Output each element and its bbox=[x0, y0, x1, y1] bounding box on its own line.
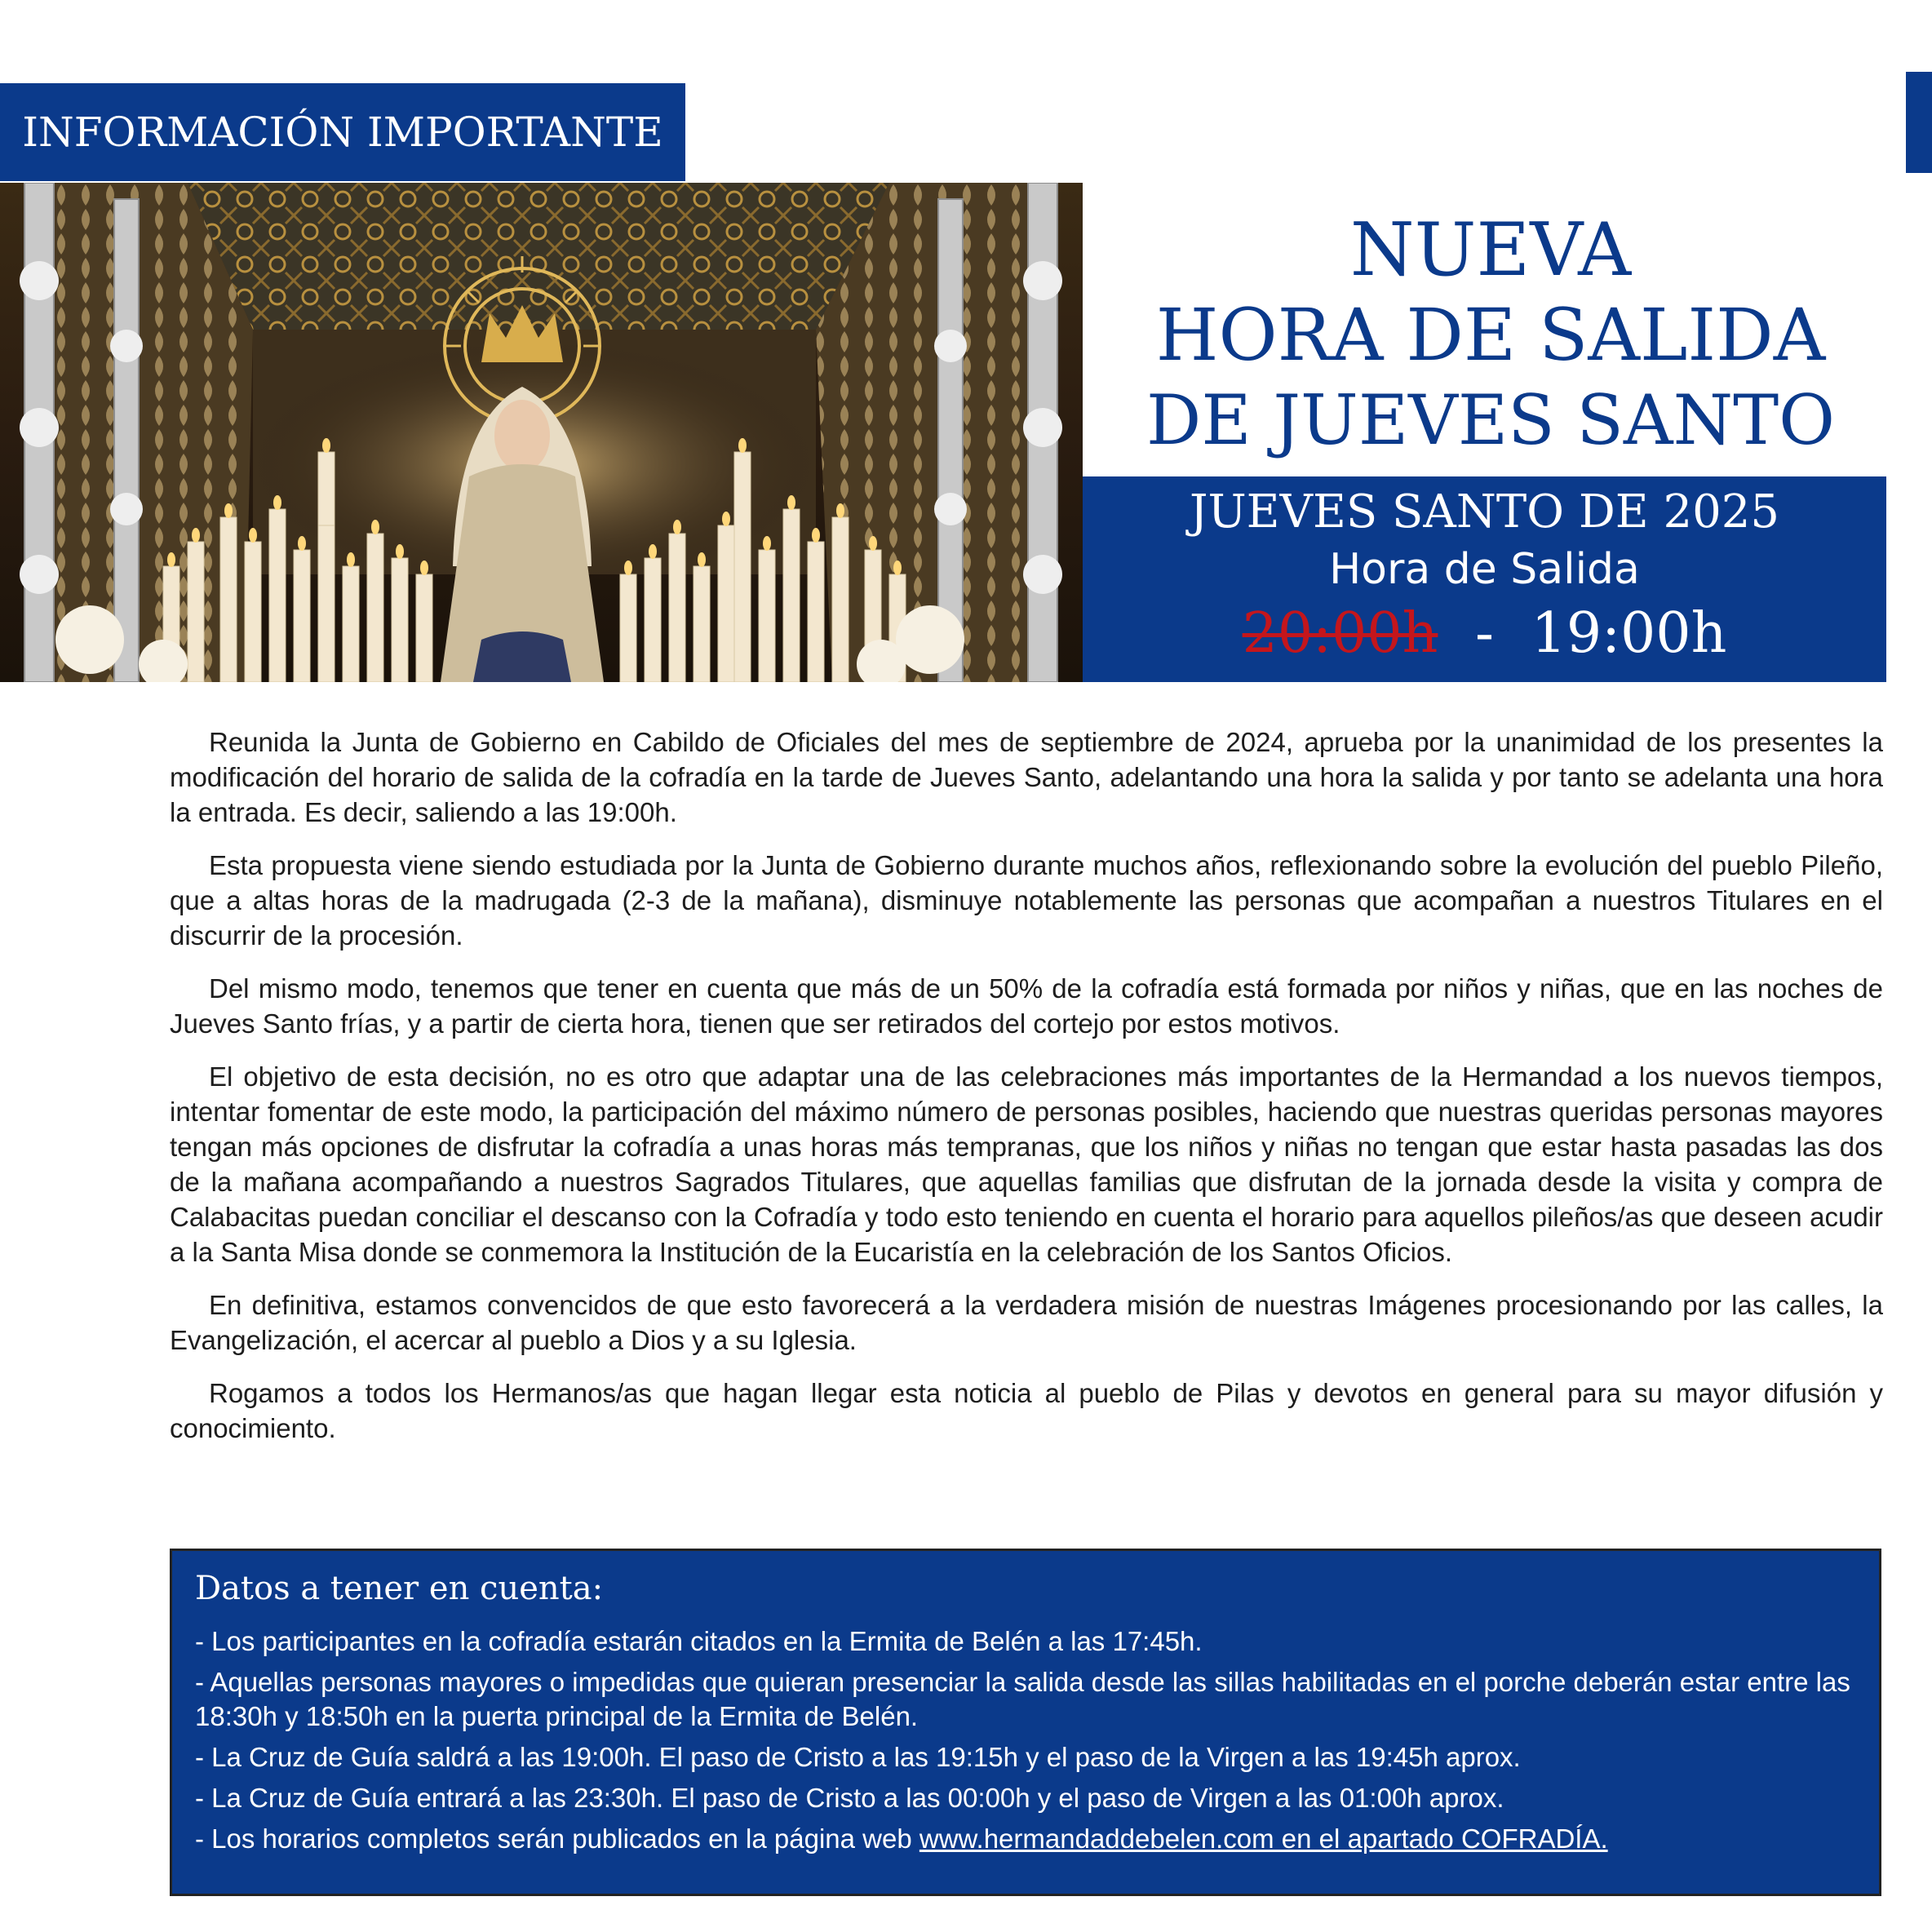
article-body bbox=[170, 724, 1883, 1464]
key-facts-box bbox=[170, 1549, 1881, 1896]
list-item-text: - Los horarios completos serán publicados en la página web bbox=[195, 1823, 919, 1854]
headline bbox=[1083, 208, 1899, 463]
list-item: - La Cruz de Guía saldrá a las 19:00h. El paso de Cristo a las 19:15h y el paso de la Virgen a las 19:45h aprox. bbox=[195, 1742, 1521, 1772]
old-departure-time: 20:00h bbox=[1242, 601, 1438, 666]
key-facts-list bbox=[195, 1624, 1854, 1856]
paragraph: En definitiva, estamos convencidos de que esto favorecerá a la verdadera misión de nuestras Imágenes procesionando por las calles, la Evangelización, el acercar al pueblo a Dios y a su Iglesia. bbox=[170, 1290, 1883, 1355]
list-item: - Los participantes en la cofradía estarán citados en la Ermita de Belén a las 17:45h. bbox=[195, 1626, 1203, 1656]
section-tab-label: INFORMACIÓN IMPORTANTE bbox=[0, 83, 685, 181]
photo-illustration bbox=[0, 183, 1083, 682]
new-departure-time: 19:00h bbox=[1531, 601, 1727, 666]
list-item bbox=[195, 1822, 1854, 1856]
paragraph: Reunida la Junta de Gobierno en Cabildo de Oficiales del mes de septiembre de 2024, aprueba por la unanimidad de los presentes la modificación del horario de salida de la cofradía en la tarde de Jueves Santo, adelantando una hora la salida y por tanto se adelanta una hora la entrada. Es decir, saliendo a las 19:00h. bbox=[170, 727, 1883, 827]
headline-line-2: HORA DE SALIDA bbox=[1155, 293, 1826, 377]
headline-line-1: NUEVA bbox=[1349, 207, 1632, 293]
paragraph: Rogamos a todos los Hermanos/as que hagan llegar esta noticia al pueblo de Pilas y devotos en general para su mayor difusión y conocimiento. bbox=[170, 1378, 1883, 1443]
headline-line-3: DE JUEVES SANTO bbox=[1146, 380, 1835, 460]
time-separator: - bbox=[1475, 601, 1494, 666]
virgin-pallium-photo bbox=[0, 183, 1083, 682]
schedule-label: Hora de Salida bbox=[1329, 545, 1640, 594]
paragraph: Del mismo modo, tenemos que tener en cuenta que más de un 50% de la cofradía está formada por niños y niñas, que en las noches de Jueves Santo frías, y a partir de cierta hora, tienen que ser retirados del cortejo por estos motivos. bbox=[170, 973, 1883, 1039]
paragraph: Esta propuesta viene siendo estudiada por la Junta de Gobierno durante muchos años, reflexionando sobre la evolución del pueblo Pileño, que a altas horas de la madrugada (2-3 de la mañana), disminuye notablemente las personas que acompañan a nuestros Titulares en el discurrir de la procesión. bbox=[170, 850, 1883, 950]
website-link[interactable]: www.hermandaddebelen.com en el apartado COFRADÍA. bbox=[919, 1823, 1608, 1854]
list-item: - La Cruz de Guía entrará a las 23:30h. El paso de Cristo a las 00:00h y el paso de Virgen a las 01:00h aprox. bbox=[195, 1783, 1504, 1813]
schedule-date: JUEVES SANTO DE 2025 bbox=[1190, 485, 1779, 538]
schedule-box bbox=[1083, 476, 1886, 682]
paragraph: El objetivo de esta decisión, no es otro que adaptar una de las celebraciones más importantes de la Hermandad a los nuevos tiempos, intentar fomentar de este modo, la participación del máximo número de personas posibles, haciendo que nuestras queridas personas mayores tengan más opciones de disfrutar la cofradía a unas horas más tempranas, que los niños y niñas no tengan que estar hasta pasadas las dos de la mañana acompañando a nuestros Sagrados Titulares, que aquellas familias que disfrutan de la jornada desde la visita y compra de Calabacitas puedan conciliar el descanso con la Cofradía y todo esto teniendo en cuenta el horario para aquellos pileños/as que deseen acudir a la Santa Misa donde se conmemora la Institución de la Eucaristía en la celebración de los Santos Oficios. bbox=[170, 1061, 1883, 1267]
page-edge-marker bbox=[1906, 72, 1932, 173]
schedule-times bbox=[1083, 597, 1886, 671]
key-facts-heading: Datos a tener en cuenta: bbox=[195, 1570, 604, 1607]
list-item: - Aquellas personas mayores o impedidas que quieran presenciar la salida desde las sillas habilitadas en el porche deberán estar entre las 18:30h y 18:50h en la puerta principal de la Ermita de Belén. bbox=[195, 1667, 1850, 1731]
